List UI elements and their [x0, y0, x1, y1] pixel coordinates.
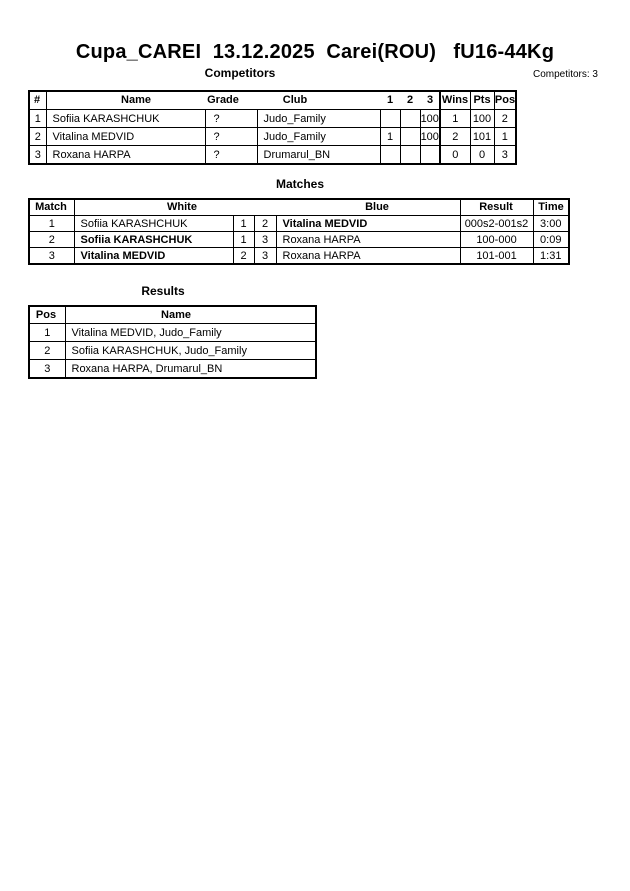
match-row: [30, 232, 568, 248]
result-row: [30, 342, 315, 360]
result-name-cell: Roxana HARPA, Drumarul_BN: [71, 362, 223, 375]
match-number-cell: 1: [30, 216, 74, 232]
col-header-blue: Blue: [365, 201, 389, 213]
page-title: Cupa_CAREI 13.12.2025 Carei(ROU) fU16-44Kg: [75, 41, 555, 63]
competitor-round2-cell: [400, 110, 420, 128]
match-white-cell: Vitalina MEDVID: [74, 248, 233, 264]
competitor-wins-cell: 0: [440, 146, 470, 164]
competitor-round3-cell: 100: [420, 128, 440, 146]
match-result-cell: 101-001: [460, 248, 533, 264]
competitor-number-cell: 2: [30, 128, 46, 146]
result-name-cell: Sofiia KARASHCHUK, Judo_Family: [65, 342, 315, 360]
result-pos-cell: 1: [30, 324, 65, 342]
competitor-round2-cell: [400, 146, 420, 164]
competitor-club-cell: Judo_Family: [257, 128, 380, 146]
match-row: [30, 248, 568, 264]
result-name-cell: Vitalina MEDVID, Judo_Family: [65, 324, 315, 342]
column-divider-line: [460, 200, 461, 215]
competitor-name-cell: Sofiia KARASHCHUK: [46, 110, 205, 128]
results-section-title: Results: [141, 284, 185, 298]
competitor-number-cell: 1: [30, 110, 46, 128]
competitors-count: Competitors: 3: [532, 69, 598, 80]
match-white-num-cell: 1: [233, 232, 254, 248]
competitor-number-cell: 3: [30, 146, 46, 164]
match-time-cell: 1:31: [540, 249, 562, 262]
competitor-row: [30, 146, 515, 164]
competitor-round2-cell: [400, 128, 420, 146]
col-header-white: White: [167, 201, 197, 213]
competitor-pts-cell: 0: [470, 146, 494, 164]
competitors-table: [28, 90, 517, 165]
result-pos-cell: 2: [30, 342, 65, 360]
match-blue-num-cell: 3: [254, 248, 276, 264]
col-header-name: Name: [121, 94, 151, 106]
col-header-match: Match: [35, 201, 67, 213]
column-divider-line: [494, 92, 495, 109]
match-white-cell: Sofiia KARASHCHUK: [74, 232, 233, 248]
competitor-grade-cell: ?: [205, 128, 257, 146]
match-result-cell: 100-000: [460, 232, 533, 248]
column-divider-line: [470, 92, 471, 109]
match-blue-num-cell: 2: [254, 216, 276, 232]
results-table-header: [30, 307, 315, 324]
competitor-pos-cell: 2: [494, 110, 515, 128]
col-header-pos: Pos: [494, 94, 516, 106]
competitor-round1-cell: [380, 146, 400, 164]
match-blue-cell: Vitalina MEDVID: [276, 216, 460, 232]
match-blue-cell: Roxana HARPA: [276, 232, 460, 248]
col-header-round1: 1: [386, 94, 394, 106]
match-white-cell: Sofiia KARASHCHUK: [74, 216, 233, 232]
match-blue-num-cell: 3: [254, 232, 276, 248]
competitor-club-cell: Judo_Family: [257, 110, 380, 128]
result-pos-cell: 3: [30, 360, 65, 378]
column-divider-line: [65, 307, 66, 323]
col-header-wins: Wins: [441, 94, 469, 106]
competitor-round1-cell: [380, 110, 400, 128]
result-row: [30, 360, 315, 378]
match-time-cell: 0:09: [533, 232, 568, 248]
competitor-round3-cell: [420, 146, 440, 164]
col-header-round3: 3: [426, 94, 434, 106]
match-white-num-cell: 2: [233, 248, 254, 264]
match-time-cell: 3:00: [533, 216, 568, 232]
match-white-num-cell: 1: [233, 216, 254, 232]
competitor-wins-cell: 2: [440, 128, 470, 146]
col-header-grade: Grade: [207, 94, 239, 106]
competitor-pts-cell: 100: [470, 110, 494, 128]
col-header-club: Club: [282, 94, 308, 106]
competitor-pos-cell: 3: [501, 148, 508, 161]
competitor-name-cell: Roxana HARPA: [46, 146, 205, 164]
match-blue-cell: Roxana HARPA: [276, 248, 460, 264]
column-divider-line: [533, 200, 534, 215]
competitor-grade-cell: ?: [205, 110, 257, 128]
match-number-cell: 3: [30, 248, 74, 264]
col-header-time: Time: [538, 201, 564, 213]
competitors-section-title: Competitors: [204, 66, 276, 80]
match-result-cell: 000s2-001s2: [460, 216, 533, 232]
competitor-club-cell: Drumarul_BN: [257, 146, 380, 164]
col-header-name: Name: [161, 309, 191, 321]
col-header-num: #: [33, 94, 41, 106]
column-divider-line: [46, 92, 47, 109]
results-table: [28, 305, 317, 379]
competitor-pos-cell: 1: [494, 128, 515, 146]
col-header-result: Result: [479, 201, 513, 213]
competitors-table-header: [30, 92, 515, 110]
competitor-pts-cell: 101: [470, 128, 494, 146]
competitor-row: [30, 128, 515, 146]
col-header-round2: 2: [406, 94, 414, 106]
competitor-wins-cell: 1: [440, 110, 470, 128]
matches-table: [28, 198, 570, 265]
col-header-pts: Pts: [473, 94, 491, 106]
competitor-round3-cell: 100: [420, 110, 440, 128]
result-row: [30, 324, 315, 342]
col-header-pos: Pos: [35, 309, 57, 321]
matches-section-title: Matches: [275, 177, 325, 191]
matches-table-header: [30, 200, 568, 216]
competitor-row: [30, 110, 515, 128]
match-number-cell: 2: [30, 232, 74, 248]
column-divider-line: [74, 200, 75, 215]
column-divider-line: [439, 92, 441, 109]
competitor-round1-cell: 1: [380, 128, 400, 146]
match-row: [30, 216, 568, 232]
competitor-grade-cell: ?: [205, 146, 257, 164]
competitor-name-cell: Vitalina MEDVID: [46, 128, 205, 146]
